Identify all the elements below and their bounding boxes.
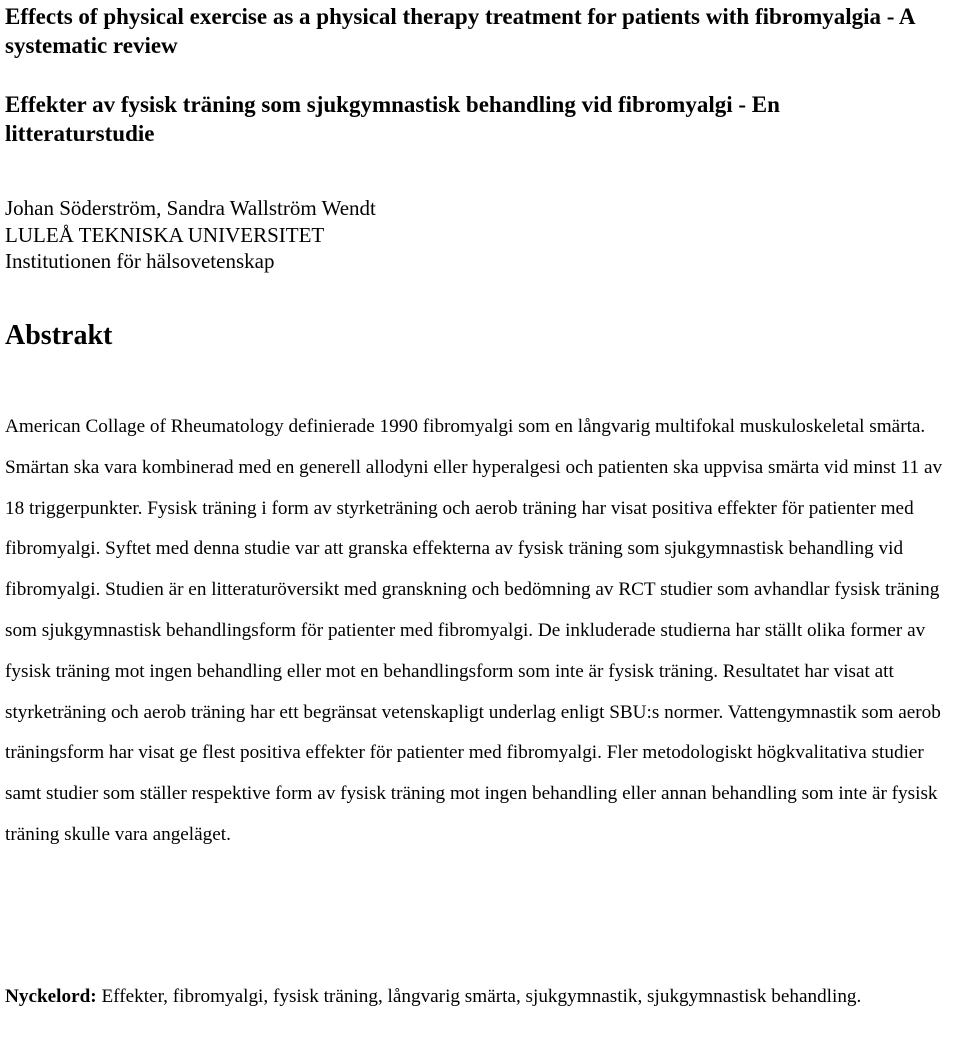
keywords-label: Nyckelord:	[5, 986, 97, 1007]
department-line: Institutionen för hälsovetenskap	[5, 249, 275, 273]
keywords-paragraph	[5, 977, 960, 1018]
title-swedish: Effekter av fysisk träning som sjukgymnastisk behandling vid fibromyalgi - En litteraturstudie	[5, 92, 780, 146]
university-line: LULEÅ TEKNISKA UNIVERSITET	[5, 222, 325, 247]
abstract-paragraph: American Collage of Rheumatology definierade 1990 fibromyalgi som en långvarig multifokal muskuloskeletal smärta. Smärtan ska vara kombinerad med en generell allodyni eller hyperalgesi och patienten ska uppvisa smärta vid minst 11 av 18 triggerpunkter. Fysisk träning i form av styrketräning och aerob träning har visat positiva effekter för patienter med fibromyalgi. Syftet med denna studie var att granska effekterna av fysisk träning som sjukgymnastisk behandling vid fibromyalgi. Studien är en litteraturöversikt med granskning och bedömning av RCT studier som avhandlar fysisk träning som sjukgymnastisk behandlingsform för patienter med fibromyalgi. De inkluderade studierna har ställt olika former av fysisk träning mot ingen behandling eller mot en behandlingsform som inte är fysisk träning. Resultatet har visat att styrketräning och aerob träning har ett begränsat vetenskapligt underlag enligt SBU:s normer. Vattengymnastik som aerob träningsform har visat ge flest positiva effekter för patienter med fibromyalgi. Fler metodologiskt högkvalitativa studier samt studier som ställer respektive form av fysisk träning mot ingen behandling eller annan behandling som inte är fysisk träning skulle vara angeläget.	[5, 416, 943, 845]
title-english: Effects of physical exercise as a physical therapy treatment for patients with fibromyalgia - A systematic review	[5, 4, 915, 58]
authors-line: Johan Söderström, Sandra Wallström Wendt	[5, 196, 376, 220]
abstract-heading: Abstrakt	[5, 320, 113, 351]
author-block	[5, 195, 376, 275]
keywords-text: Effekter, fibromyalgi, fysisk träning, långvarig smärta, sjukgymnastik, sjukgymnastisk behandling.	[96, 986, 862, 1007]
